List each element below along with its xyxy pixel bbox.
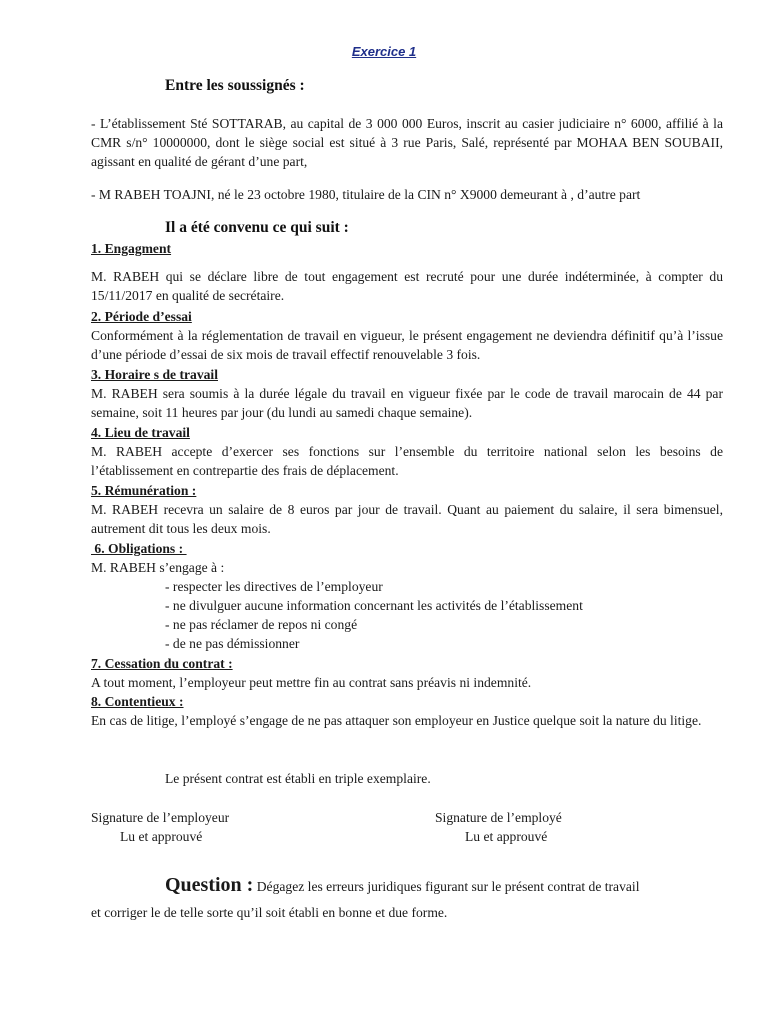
section-title-disputes: 8. Contentieux : [91,694,184,709]
section-text-obligations: M. RABEH s’engage à : [91,560,225,575]
section-title-trial-period: 2. Période d’essai [91,309,192,324]
section-title-engagement: 1. Engagment [91,241,172,256]
section-title-obligations: 6. Obligations : [91,541,187,556]
section-title-working-hours: 3. Horaire s de travail [91,367,218,382]
section-text-workplace: M. RABEH accepte d’exercer ses fonctions sur l’ensemble du territoire national selon les besoins de l’établissement en contrepartie des frais de déplacement. [91,444,723,478]
employee-approval-note: Lu et approuvé [465,829,548,844]
section-title-workplace: 4. Lieu de travail [91,425,190,440]
question-line [165,876,723,896]
list-item: - respecter les directives de l’employeur [165,579,383,594]
employer-approval-note: Lu et approuvé [120,829,203,844]
party-employer: - L’établissement Sté SOTTARAB, au capital de 3 000 000 Euros, inscrit au casier judiciaire n° 6000, affilié à la CMR s/n° 10000000, dont le siège social est situé à 3 rue Paris, Salé, représenté par MOHAA BEN SOUBAII, agissant en qualité de gérant d’une part, [91,116,723,169]
question-text-line1: Dégagez les erreurs juridiques figurant sur le présent contrat de travail [253,879,640,894]
section-text-remuneration: M. RABEH recevra un salaire de 8 euros par jour de travail. Quant au paiement du salaire, il sera bimensuel, autrement dit tous les deux mois. [91,502,723,536]
exercise-title: Exercice 1 [351,44,417,59]
list-item: - ne pas réclamer de repos ni congé [165,617,358,632]
section-title-termination: 7. Cessation du contrat : [91,656,233,671]
closing-statement: Le présent contrat est établi en triple exemplaire. [165,771,431,786]
section-text-termination: A tout moment, l’employeur peut mettre fin au contrat sans préavis ni indemnité. [91,675,532,690]
employee-signature-label: Signature de l’employé [435,810,562,825]
section-text-engagement: M. RABEH qui se déclare libre de tout engagement est recruté pour une durée indéterminée, à compter du 15/11/2017 en qualité de secrétaire. [91,269,723,303]
section-text-trial-period: Conformément à la réglementation de travail en vigueur, le présent engagement ne deviendra définitif qu’à l’issue d’une période d’essai de six mois de travail effectif renouvelable 3 fois. [91,328,723,362]
obligations-list [165,577,583,653]
agreed-heading: Il a été convenu ce qui suit : [165,219,349,236]
question-label: Question : [165,874,254,896]
employer-signature-label: Signature de l’employeur [91,810,230,825]
section-title-remuneration: 5. Rémunération : [91,483,197,498]
question-text-line2: et corriger le de telle sorte qu’il soit établi en bonne et due forme. [91,905,448,920]
parties-heading: Entre les soussignés : [165,77,305,94]
section-text-disputes: En cas de litige, l’employé s’engage de ne pas attaquer son employeur en Justice quelque soit la nature du litige. [91,713,702,728]
section-text-working-hours: M. RABEH sera soumis à la durée légale du travail en vigueur fixée par le code de travail marocain de 44 par semaine, soit 11 heures par jour (du lundi au samedi chaque semaine). [91,386,723,420]
party-employee: - M RABEH TOAJNI, né le 23 octobre 1980, titulaire de la CIN n° X9000 demeurant à , d’autre part [91,187,641,202]
list-item: - de ne pas démissionner [165,636,300,651]
list-item: - ne divulguer aucune information concernant les activités de l’établissement [165,598,583,613]
